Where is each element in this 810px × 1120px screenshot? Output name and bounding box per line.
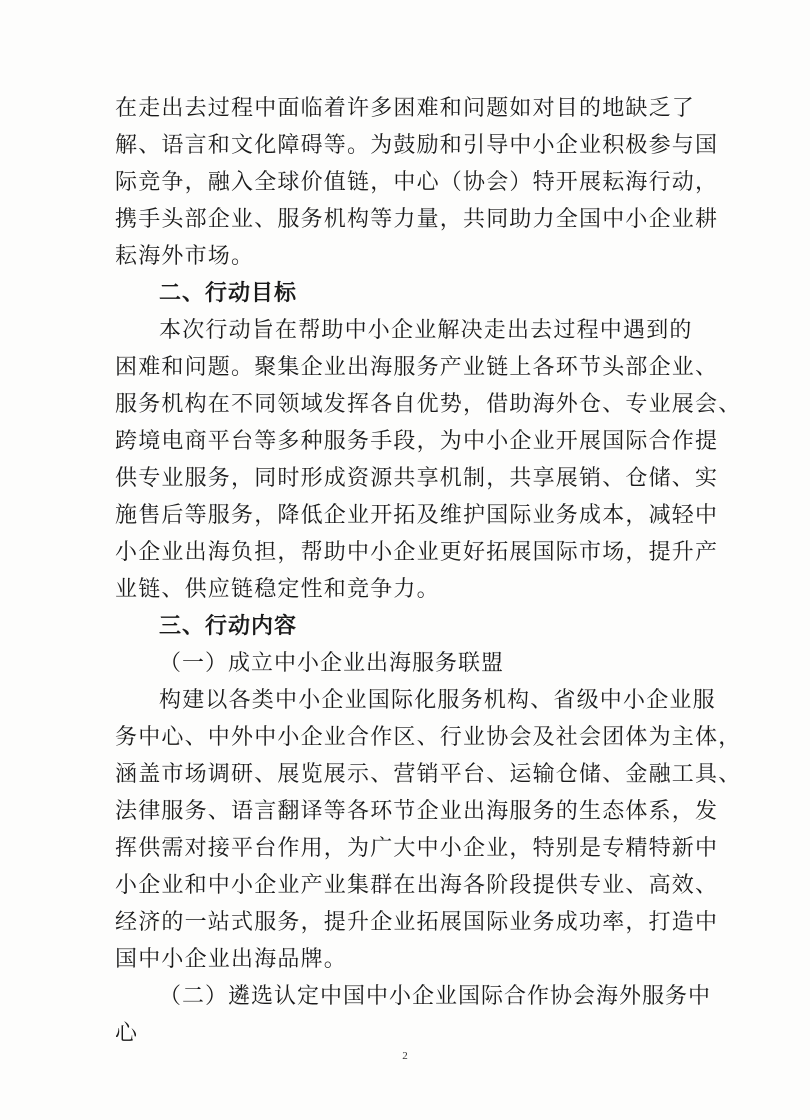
paragraph-line: 本次行动旨在帮助中小企业解决走出去过程中遇到的: [159, 318, 693, 343]
paragraph-line: 业链、供应链稳定性和竞争力。: [115, 577, 440, 602]
subsection-heading-service-center: （二）遴选认定中国中小企业国际合作协会海外服务中: [159, 984, 712, 1009]
subsection-heading-continuation: 心: [115, 1021, 139, 1046]
paragraph-line: 施售后等服务，降低企业开拓及维护国际业务成本，减轻中: [115, 503, 719, 528]
paragraph-line: 小企业出海负担，帮助中小企业更好拓展国际市场，提升产: [115, 540, 719, 565]
paragraph-line: 经济的一站式服务，提升企业拓展国际业务成功率，打造中: [115, 910, 719, 935]
paragraph-line: 服务机构在不同领域发挥各自优势，借助海外仓、专业展会、: [115, 392, 742, 417]
paragraph-line: 在走出去过程中面临着许多困难和问题如对目的地缺乏了: [115, 96, 696, 121]
paragraph-line: 涵盖市场调研、展览展示、营销平台、运输仓储、金融工具、: [115, 762, 742, 787]
paragraph-line: 供专业服务，同时形成资源共享机制，共享展销、仓储、实: [115, 466, 719, 491]
paragraph-line: 际竞争，融入全球价值链，中心（协会）特开展耘海行动，: [115, 170, 719, 195]
page-number: 2: [402, 1050, 408, 1062]
paragraph-line: 携手头部企业、服务机构等力量，共同助力全国中小企业耕: [115, 207, 719, 232]
section-heading-content: 三、行动内容: [159, 614, 298, 639]
section-heading-goals: 二、行动目标: [159, 281, 298, 306]
paragraph-line: 小企业和中小企业产业集群在出海各阶段提供专业、高效、: [115, 873, 719, 898]
paragraph-line: 构建以各类中小企业国际化服务机构、省级中小企业服: [159, 688, 716, 713]
paragraph-line: 困难和问题。聚集企业出海服务产业链上各环节头部企业、: [115, 355, 719, 380]
paragraph-line: 务中心、中外中小企业合作区、行业协会及社会团体为主体，: [115, 725, 742, 750]
paragraph-line: 法律服务、语言翻译等各环节企业出海服务的生态体系，发: [115, 799, 719, 824]
paragraph-line: 解、语言和文化障碍等。为鼓励和引导中小企业积极参与国: [115, 133, 719, 158]
paragraph-line: 耘海外市场。: [115, 244, 255, 269]
subsection-heading-alliance: （一）成立中小企业出海服务联盟: [159, 651, 505, 676]
paragraph-line: 跨境电商平台等多种服务手段，为中小企业开展国际合作提: [115, 429, 719, 454]
paragraph-line: 挥供需对接平台作用，为广大中小企业，特别是专精特新中: [115, 836, 719, 861]
paragraph-line: 国中小企业出海品牌。: [115, 947, 348, 972]
